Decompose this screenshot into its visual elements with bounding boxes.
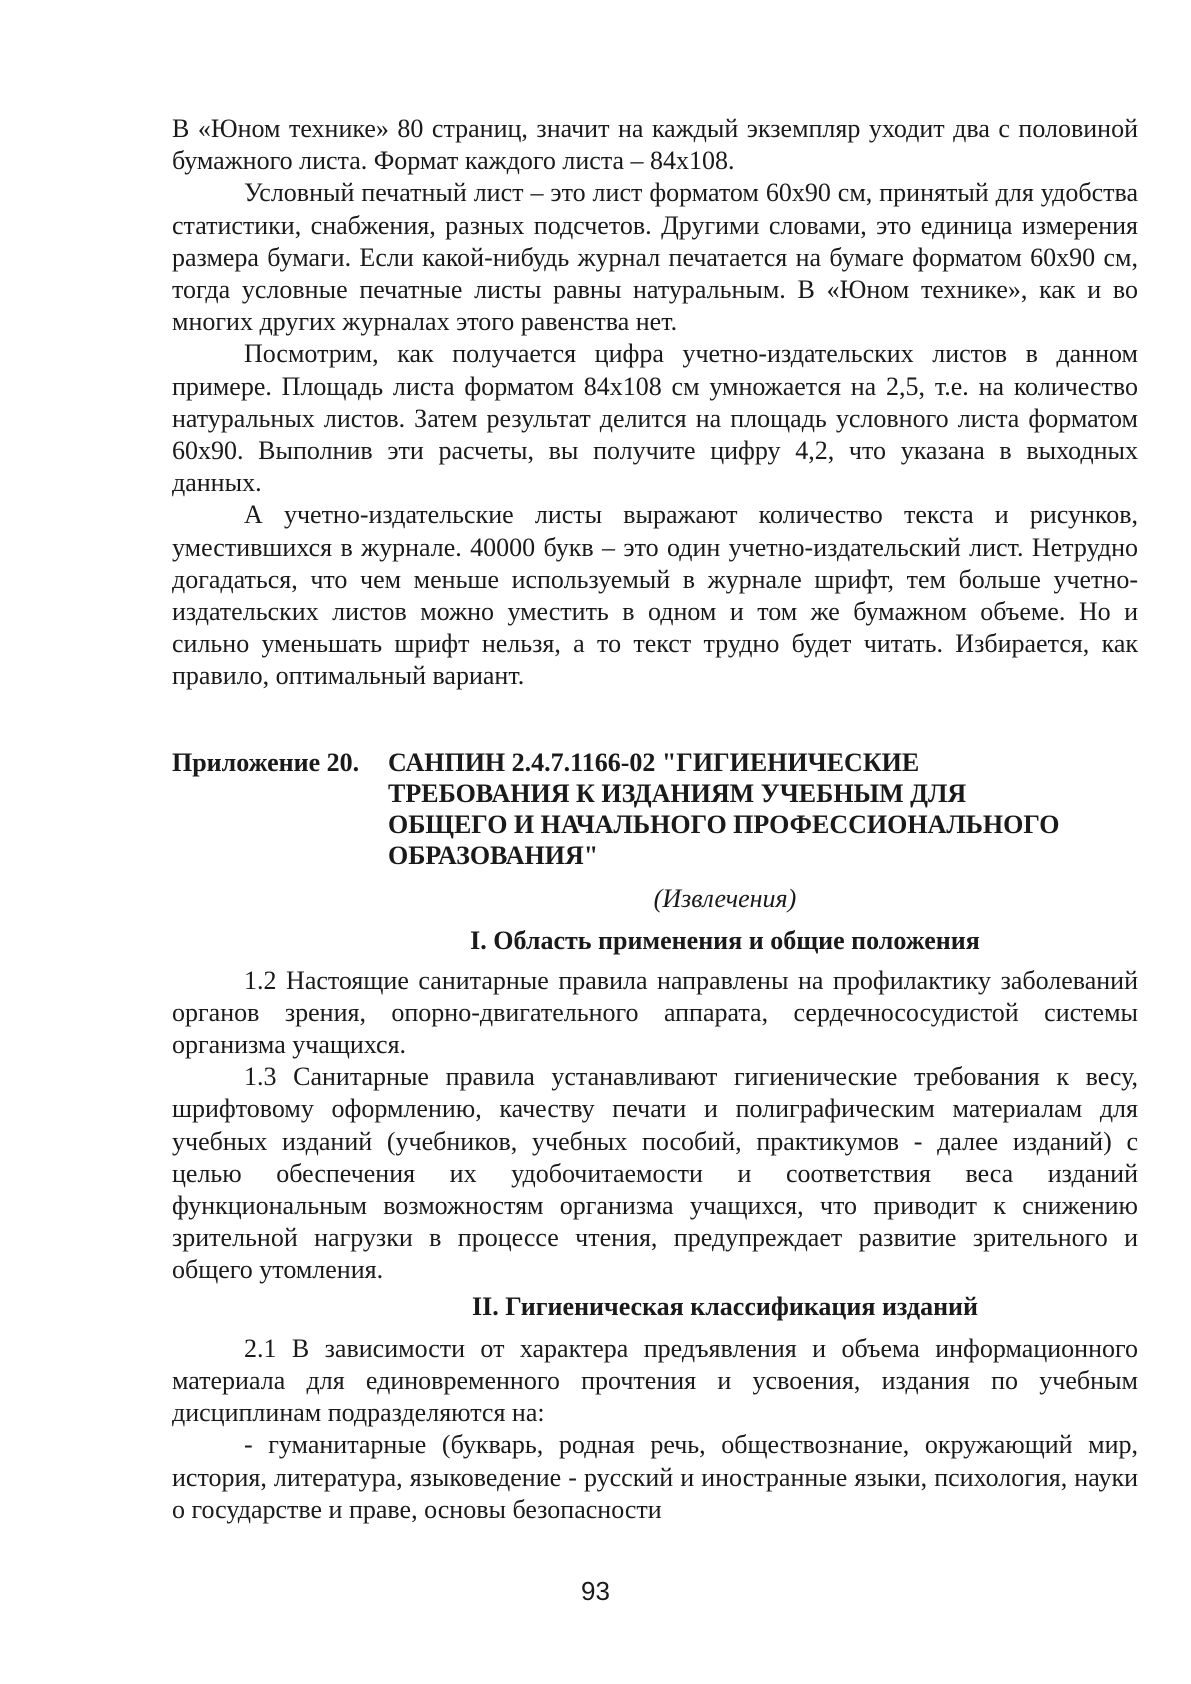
appendix-title-line: ТРЕБОВАНИЯ К ИЗДАНИЯМ УЧЕБНЫМ ДЛЯ	[388, 778, 967, 808]
paragraph-1-2: 1.2 Настоящие санитарные правила направлены на профилактику заболеваний органов зрения, опорно-двигательного аппарата, сердечнососудистой системы организма учащихся.	[172, 965, 1138, 1060]
paragraph-humanitarian: - гуманитарные (букварь, родная речь, обществознание, окружающий мир, история, литература, языковедение - русский и иностранные языки, психология, науки о государстве и праве, основы безопасности	[172, 1430, 1138, 1524]
appendix-title-line: ОБРАЗОВАНИЯ"	[388, 840, 599, 870]
paragraph-publishing-sheets: А учетно-издательские листы выражают количество текста и рисунков, уместившихся в журнале. 40000 букв – это один учетно-издательский лист. Нетрудно догадаться, что чем меньше используемый в журнале шрифт, тем больше учетно-издательских листов можно уместить в одном и том же бумажном объеме. Но и сильно уменьшать шрифт нельзя, а то текст трудно будет читать. Избирается, как правило, оптимальный вариант.	[172, 500, 1138, 691]
paragraph-calculation-example: Посмотрим, как получается цифра учетно-издательских листов в данном примере. Площадь листа форматом 84х108 см умножается на 2,5, т.е. на количество натуральных листов. Затем результат делится на площадь условного листа форматом 60х90. Выполнив эти расчеты, вы получите цифру 4,2, что указана в выходных данных.	[172, 339, 1138, 498]
appendix-heading	[172, 747, 1138, 871]
section-heading-scope: I. Область применения и общие положения	[470, 925, 980, 955]
paragraph-1-3: 1.3 Санитарные правила устанавливают гигиенические требования к весу, шрифтовому оформлению, качеству печати и полиграфическим материалам для учебных изданий (учебников, учебных пособий, практикумов - далее изданий) с целью обеспечения их удобочитаемости и соответствия веса изданий функциональным возможностям организма учащихся, что приводит к снижению зрительной нагрузки в процессе чтения, предупреждает развитие зрительного и общего утомления.	[172, 1062, 1138, 1285]
page-number: 93	[581, 1576, 610, 1606]
extract-note: (Извлечения)	[653, 883, 797, 913]
paragraph-conventional-sheet: Условный печатный лист – это лист форматом 60х90 см, принятый для удобства статистики, снабжения, разных подсчетов. Другими словами, это единица измерения размера бумаги. Если какой-нибудь журнал печатается на бумаге форматом 60х90 см, тогда условные печатные листы равны натуральным. В «Юном технике», как и во многих других журналах этого равенства нет.	[172, 178, 1138, 337]
page-content	[172, 113, 1138, 1526]
paragraph-journal-pages: В «Юном технике» 80 страниц, значит на каждый экземпляр уходит два с половиной бумажного листа. Формат каждого листа – 84х108.	[172, 114, 1138, 176]
appendix-title-line: ОБЩЕГО И НАЧАЛЬНОГО ПРОФЕССИОНАЛЬНОГО	[388, 809, 1060, 839]
appendix-title-line: САНПИН 2.4.7.1166-02 "ГИГИЕНИЧЕСКИЕ	[388, 747, 920, 777]
paragraph-2-1: 2.1 В зависимости от характера предъявления и объема информационного материала для единовременного прочтения и усвоения, издания по учебным дисциплинам подразделяются на:	[172, 1333, 1138, 1428]
appendix-title	[388, 747, 1138, 871]
section-heading-classification: II. Гигиеническая классификация изданий	[471, 1291, 979, 1321]
appendix-prefix: Приложение 20.	[172, 747, 360, 777]
